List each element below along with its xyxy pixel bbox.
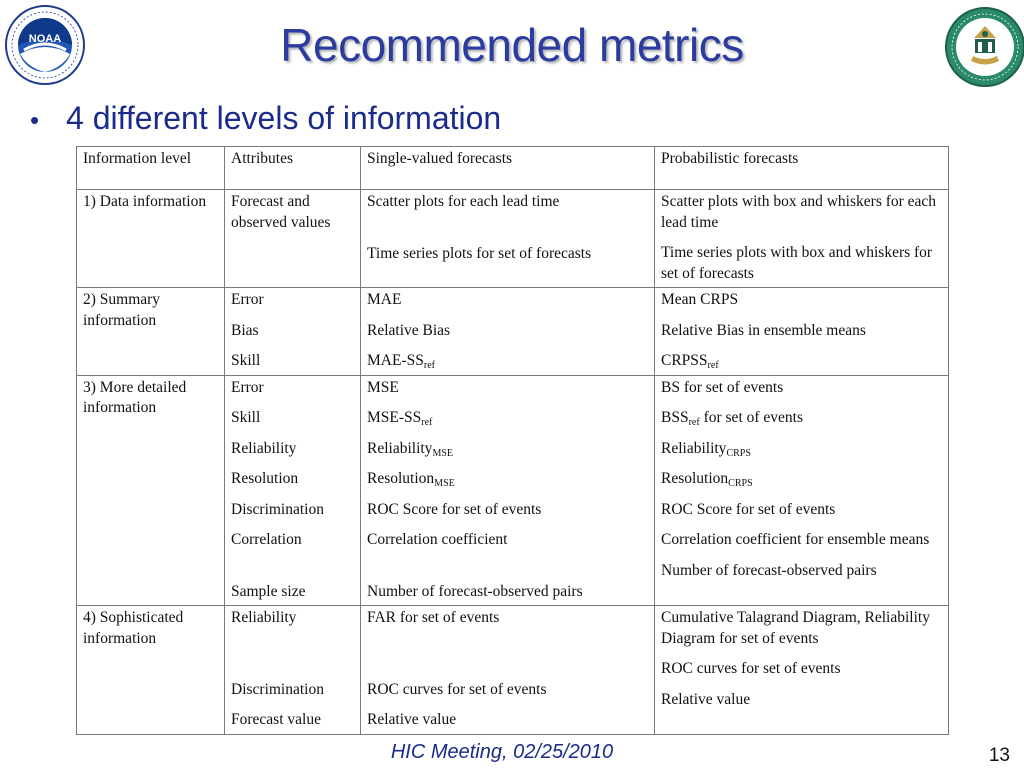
attribute-label: Error bbox=[231, 291, 264, 308]
attribute-label: Error bbox=[231, 378, 264, 396]
probabilistic-cell bbox=[655, 375, 949, 606]
metric-label: Time series plots for set of forecasts bbox=[367, 244, 592, 262]
metric-label: Scatter plots with box and whiskers for each lead time bbox=[661, 193, 937, 231]
level-cell: 1) Data information bbox=[77, 190, 225, 288]
attribute-label: Reliability bbox=[231, 609, 297, 626]
single-valued-cell bbox=[361, 606, 655, 735]
single-valued-cell bbox=[361, 375, 655, 606]
metrics-table bbox=[76, 146, 949, 735]
metric-label: Relative value bbox=[367, 711, 457, 728]
attributes-cell bbox=[225, 375, 361, 606]
metric-label: Relative Bias in ensemble means bbox=[661, 321, 866, 339]
level-cell: 4) Sophisticated information bbox=[77, 606, 225, 735]
metric-label: Reliability$_{CRPS}$ bbox=[661, 439, 751, 459]
table-row bbox=[77, 288, 949, 376]
attribute-label: Reliability bbox=[231, 439, 297, 457]
metric-label: Time series plots with box and whiskers for set of forecasts bbox=[661, 244, 933, 282]
metric-label: FAR for set of events bbox=[367, 609, 500, 626]
metric-label: BS for set of events bbox=[661, 378, 784, 396]
metric-label: Mean CRPS bbox=[661, 291, 739, 308]
footer-text: HIC Meeting, 02/25/2010 bbox=[390, 741, 614, 763]
metric-label: Correlation coefficient for ensemble means bbox=[661, 531, 930, 548]
header-attributes: Attributes bbox=[225, 147, 361, 190]
metric-label: MSE-$SS_{ref}$ bbox=[367, 409, 433, 428]
single-valued-cell bbox=[361, 190, 655, 288]
bullet-icon: • bbox=[30, 105, 40, 135]
attributes-cell bbox=[225, 606, 361, 735]
attributes-cell bbox=[225, 190, 361, 288]
attribute-label: Correlation bbox=[231, 531, 302, 548]
metric-label: Cumulative Talagrand Diagram, Reliability Diagram for set of events bbox=[661, 609, 930, 647]
metric-label: MSE bbox=[367, 378, 399, 396]
table-row bbox=[77, 375, 949, 606]
single-valued-cell bbox=[361, 288, 655, 376]
attribute-label: Forecast and observed values bbox=[231, 193, 331, 231]
metric-label: Number of forecast-observed pairs bbox=[661, 561, 877, 579]
metric-label: Scatter plots for each lead time bbox=[367, 193, 560, 210]
metric-label: $CRPSS_{ref}$ bbox=[661, 352, 719, 371]
probabilistic-cell bbox=[655, 190, 949, 288]
metric-label: MAE bbox=[367, 291, 402, 308]
metric-label: Correlation coefficient bbox=[367, 531, 508, 548]
bullet-item bbox=[30, 100, 501, 137]
svg-text:NOAA: NOAA bbox=[28, 33, 62, 45]
slide-title: Recommended metrics bbox=[280, 19, 744, 71]
header-information-level: Information level bbox=[77, 147, 225, 190]
attribute-label: Skill bbox=[231, 409, 261, 426]
table-row bbox=[77, 606, 949, 735]
attribute-label: Resolution bbox=[231, 470, 299, 487]
metric-label: ROC curves for set of events bbox=[661, 660, 841, 677]
level-cell: 2) Summary information bbox=[77, 288, 225, 376]
page-number: 13 bbox=[988, 745, 1010, 766]
probabilistic-cell bbox=[655, 288, 949, 376]
attribute-label: Forecast value bbox=[231, 711, 321, 728]
metric-label: Number of forecast-observed pairs bbox=[367, 582, 583, 600]
metric-label: Reliability$_{MSE}$ bbox=[367, 439, 453, 459]
metric-label: ROC Score for set of events bbox=[661, 500, 836, 518]
metric-label: MAE-$SS_{ref}$ bbox=[367, 352, 435, 371]
attribute-label: Discrimination bbox=[231, 680, 324, 698]
metric-label: Relative value bbox=[661, 690, 751, 708]
attributes-cell bbox=[225, 288, 361, 376]
level-cell: 3) More detailed information bbox=[77, 375, 225, 606]
table-row bbox=[77, 190, 949, 288]
header-probabilistic-forecasts: Probabilistic forecasts bbox=[655, 147, 949, 190]
attribute-label: Skill bbox=[231, 352, 261, 369]
metric-label: $BSS_{ref}$ for set of events bbox=[661, 409, 804, 428]
probabilistic-cell bbox=[655, 606, 949, 735]
metric-label: Relative Bias bbox=[367, 321, 451, 339]
metric-label: Resolution$_{MSE}$ bbox=[367, 470, 455, 489]
attribute-label: Bias bbox=[231, 321, 259, 339]
attribute-label: Sample size bbox=[231, 582, 306, 600]
table-header-row bbox=[77, 147, 949, 190]
metric-label: ROC curves for set of events bbox=[367, 680, 547, 698]
attribute-label: Discrimination bbox=[231, 500, 324, 518]
metric-label: ROC Score for set of events bbox=[367, 500, 542, 518]
header-single-valued-forecasts: Single-valued forecasts bbox=[361, 147, 655, 190]
bullet-text: 4 different levels of information bbox=[66, 100, 502, 136]
metric-label: Resolution$_{CRPS}$ bbox=[661, 470, 753, 489]
